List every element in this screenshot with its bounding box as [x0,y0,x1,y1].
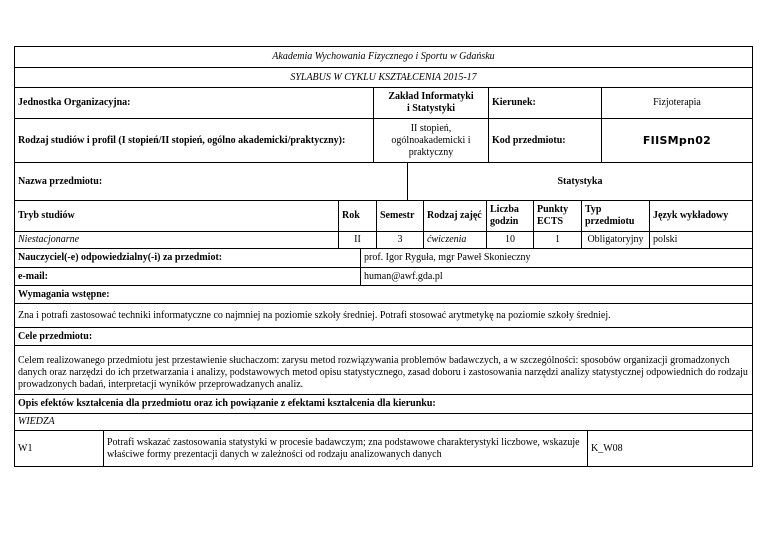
course-code-label: Kod przedmiotu: [488,118,602,163]
direction-value: Fizjoterapia [601,87,753,119]
study-type-label: Rodzaj studiów i profil (I stopień/II stopień, ogólno akademicki/praktyczny): [14,118,374,163]
goals-text: Celem realizowanego przedmiotu jest przestawienie słuchaczom: zarysu metod rozwiązywania problemów badawczych, a w szczególności: sposobów organizacji gromadzonych danych oraz narzędzi do ich przetwarzania i analizy, podstawowych metod opisu statystycznego, zasad doboru i zastosowania narzędzi analizy statystycznej odpowiednich do rodzaju prowadzonych badań, interpretacji wyników przeprowadzanych analiz. [14,345,753,395]
subject-label: Nazwa przedmiotu: [14,162,408,201]
col-hours-header-line1: Liczba [490,204,519,215]
cell-semester: 3 [376,231,424,249]
study-type-line2: ogólnoakademicki i [391,135,471,146]
cell-subject-type: Obligatoryjny [581,231,650,249]
teachers-value: prof. Igor Ryguła, mgr Paweł Skonieczny [360,248,753,268]
unit-value-line1: Zakład Informatyki [388,91,474,102]
outcome-text: Potrafi wskazać zastosowania statystyki w procesie badawczym; zna podstawowe charakterystyki liczbowe, wskazuje właściwe formy prezentacji danych w zależności od rodzaju analizowanych danych [103,430,588,467]
cell-class-type: ćwiczenia [423,231,487,249]
course-code-value: FIISMpn02 [601,118,753,163]
col-year-header: Rok [338,200,377,232]
cell-ects: 1 [533,231,582,249]
col-mode-header: Tryb studiów [14,200,339,232]
unit-label: Jednostka Organizacyjna: [14,87,374,119]
cell-language: polski [649,231,753,249]
prerequisites-label: Wymagania wstępne: [14,285,753,304]
col-hours-header-line2: godzin [490,216,519,227]
col-ects-header-line1: Punkty [537,204,569,215]
institution-title: Akademia Wychowania Fizycznego i Sportu w Gdańsku [14,46,753,68]
col-hours-header [486,200,534,232]
col-semester-header: Semestr [376,200,424,232]
cell-hours: 10 [486,231,534,249]
email-value: human@awf.gda.pl [360,267,753,286]
outcome-ref: K_W08 [587,430,753,467]
syllabus-title: SYLABUS W CYKLU KSZTAŁCENIA 2015-17 [14,67,753,88]
direction-label: Kierunek: [488,87,602,119]
col-ects-header [533,200,582,232]
study-type-line3: praktyczny [408,147,454,158]
study-type-value [373,118,489,163]
cell-mode: Niestacjonarne [14,231,339,249]
outcomes-label: Opis efektów kształcenia dla przedmiotu oraz ich powiązanie z efektami kształcenia dla kierunku: [14,394,753,414]
study-type-line1: II stopień, [410,123,452,134]
outcome-code: W1 [14,430,104,467]
teachers-label: Nauczyciel(-e) odpowiedzialny(-i) za przedmiot: [14,248,361,268]
col-language-header: Język wykładowy [649,200,753,232]
unit-value [373,87,489,119]
syllabus-document [14,46,753,490]
unit-value-line2: i Statystyki [406,103,456,114]
col-class-type-header: Rodzaj zajęć [423,200,487,232]
goals-label: Cele przedmiotu: [14,327,753,346]
email-label: e-mail: [14,267,361,286]
col-subject-type-header: Typ przedmiotu [581,200,650,232]
col-ects-header-line2: ECTS [537,216,564,227]
prerequisites-text: Zna i potrafi zastosować techniki informatyczne co najmniej na poziomie szkoły średniej. Potrafi stosować arytmetykę na poziomie szkoły średniej. [14,303,753,328]
subject-value: Statystyka [407,162,753,201]
outcomes-section: WIEDZA [14,413,753,431]
cell-year: II [338,231,377,249]
